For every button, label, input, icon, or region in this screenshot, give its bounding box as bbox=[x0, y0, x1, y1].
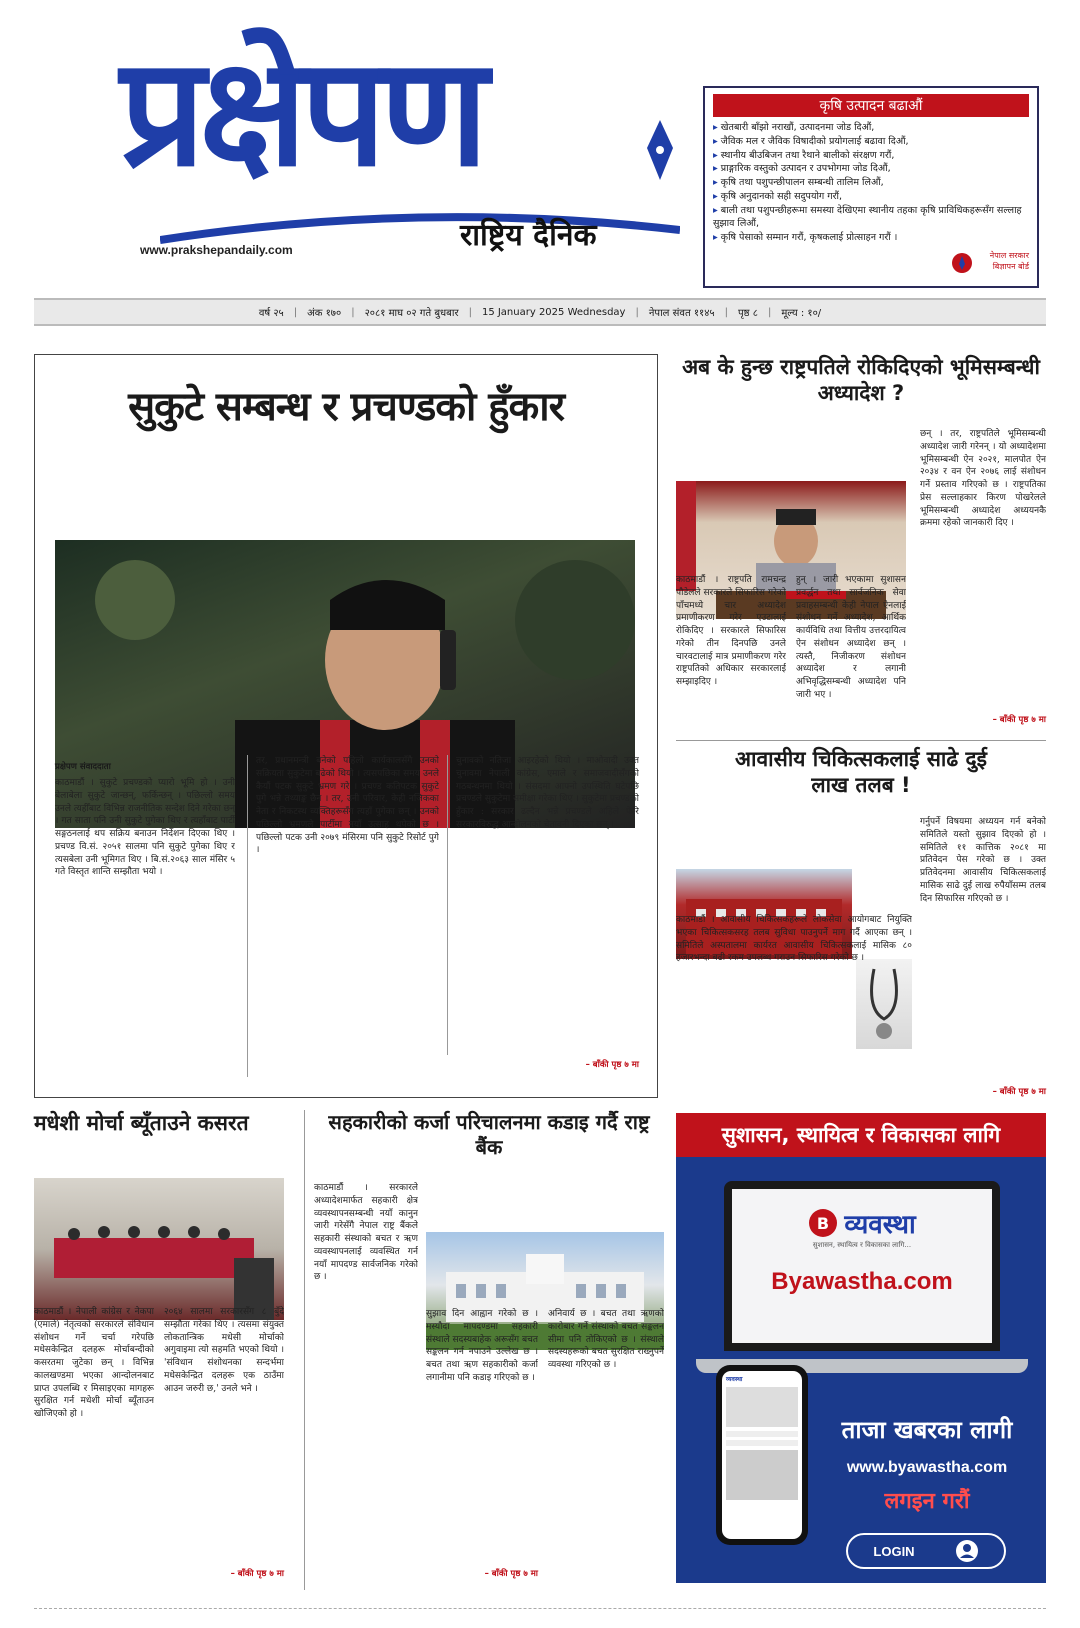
bank-column-2: सुझाव दिन आह्वान गरेको छ । मस्यौदा मापदण्डमा सहकारी संस्थाले सदस्यबाहेक अरूसँग बचत सङ्कलन गर्न नपाउने उल्लेख छ । बचत तथा ऋण सहकारीको कर्जा लगानीमा पनि कडाइ गरिएको छ । bbox=[426, 1309, 538, 1383]
newspaper-subtitle: राष्ट्रिय दैनिक bbox=[460, 218, 597, 253]
pen-nib-icon bbox=[645, 120, 675, 180]
phone-article-image bbox=[726, 1387, 798, 1427]
lead-continued[interactable]: – बाँकी पृष्ठ ७ मा bbox=[585, 1060, 639, 1070]
nepal-samvat: नेपाल संवत ११४५ bbox=[648, 308, 715, 319]
phone-screen bbox=[722, 1371, 802, 1539]
phone-article-photo bbox=[726, 1450, 798, 1500]
doctor-story bbox=[676, 746, 1046, 1102]
ad-item: ▸ बाली तथा पशुपन्छीहरूमा समस्या देखिएमा स्थानीय तहका कृषि प्राविधिकहरूसँग सल्लाह सुझाव लिऔं, bbox=[713, 204, 1029, 232]
byawastha-ad[interactable] bbox=[676, 1113, 1046, 1583]
divider bbox=[304, 1110, 305, 1590]
madhesh-column-1: काठमाडौं । नेपाली कांग्रेस र नेकपा (एमाले) नेतृत्वको सरकारले संविधान संशोधन गर्ने चर्चा गरेपछि मधेसकेन्द्रित दलहरू मोर्चाबन्दीको कसरतमा जुटेका छन् । विभिन्न कालखण्डमा भएका आन्दोलनबाट प्राप्त उपलब्धि र मिसाइएका मागहरू सुरक्षित गर्न मधेशी मोर्चा ब्यूँताउन खोजिएको हो । bbox=[34, 1307, 154, 1420]
page-number: पृष्ठ ८ bbox=[738, 308, 758, 319]
agriculture-ad bbox=[703, 86, 1039, 288]
ad-item: ▸ प्राङ्गारिक वस्तुको उत्पादन र उपभोगमा जोड दिऔं, bbox=[713, 162, 1029, 176]
login-button-label: LOGIN bbox=[873, 1543, 915, 1559]
ad-item: ▸ जैविक मल र जैविक विषादीको प्रयोगलाई बढावा दिऔं, bbox=[713, 135, 1029, 149]
president-story bbox=[676, 354, 1046, 734]
bank-continued[interactable]: – बाँकी पृष्ठ ७ मा bbox=[484, 1569, 538, 1579]
price: मूल्य : १०/ bbox=[781, 308, 822, 319]
brand-name: व्यवस्था bbox=[844, 1210, 916, 1240]
president-column-2: हुन् । जारी भएकामा सुशासन प्रवर्द्धन तथा सार्वजनिक सेवा प्रवाहसम्बन्धी केही नेपाल ऐनलाई संशोधन गर्ने अध्यादेश, आर्थिक कार्यविधि तथा वित्तीय उत्तरदायित्व ऐन संशोधन अध्यादेश छन् । त्यस्तै, निजीकरण संशोधन अध्यादेश र लगानी अभिवृद्धिसम्बन्धी अध्यादेश पनि जारी भए । bbox=[796, 575, 906, 700]
news-headline: ताजा खबरका लागी bbox=[841, 1416, 1013, 1444]
brand-logo-icon bbox=[808, 1208, 838, 1238]
ad-item: ▸ कृषि पेसाको सम्मान गरौं, कृषकलाई प्रोत्साहन गरौं । bbox=[713, 231, 1029, 245]
ad-item: ▸ स्थानीय बीउबिजन तथा रैथाने बालीको संरक्षण गरौं, bbox=[713, 149, 1029, 163]
government-emblem-icon bbox=[951, 252, 973, 274]
doctor-column-2: गर्नुपर्ने विषयमा अध्ययन गर्न बनेको समितिले यस्तो सुझाव दिएको हो । समितिले ११ कात्तिक २०८१ मा प्रतिवेदन पेस गरेको छ । उक्त प्रतिवेदनमा आवासीय चिकित्सकलाई मासिक साढे दुई लाख रुपैयाँसम्म तलब दिन सिफारिस गरिएको छ । bbox=[920, 817, 1046, 904]
ad-title: कृषि उत्पादन बढाऔं bbox=[713, 94, 1029, 117]
brand-row bbox=[732, 1205, 992, 1241]
login-button[interactable] bbox=[846, 1533, 1006, 1569]
lead-story bbox=[34, 354, 658, 1098]
bank-headline[interactable]: सहकारीको कर्जा परिचालनमा कडाइ गर्दै राष्ट्र बैंक bbox=[328, 1110, 650, 1159]
news-url[interactable]: www.byawastha.com bbox=[846, 1459, 1008, 1476]
phone-mockup bbox=[716, 1365, 808, 1545]
meeting-photo bbox=[34, 1178, 284, 1320]
newspaper-logo: प्रक्षेपण bbox=[120, 26, 483, 200]
website-url[interactable]: www.prakshepandaily.com bbox=[140, 243, 293, 257]
president-continued[interactable]: – बाँकी पृष्ठ ७ मा bbox=[992, 715, 1046, 725]
lead-column-3: चुनावको नतिजा आइरहेको थियो । माओवादी उक्त चुनावमा नेपाली कांग्रेस, एमाले र समाजवादीसँगको गठबन्धनमा थियो । संसदमा आफ्नो उपस्थिति घटेपछि प्रचण्डले सुकुटेमा समीक्षा गरेका थिए । सुकुटेमा प्रचण्डको हुँकार : सरकार ढल्दैन भन्ने प्रचण्डले अहिले फेरि सरकारविरुद्ध आन्दोलनको चेतावनी दिएका छन् । bbox=[447, 755, 639, 1055]
date-english: 15 January 2025 Wednesday bbox=[481, 306, 626, 318]
date-nepali: २०८१ माघ ०२ गते बुधबार bbox=[364, 308, 459, 319]
lead-column-2: तर, प्रधानमन्त्री बनेको पहिलो कार्यकालसँगै उनको सक्रियता सुकुटेमा बढेको थियो । त्यसपछिका समय उनले कैयौं पटक सुकुटे भ्रमण गरे । प्रचण्ड कतिपटक सुकुटे पुगे भन्ने तथ्याङ्क छैन । तर, उनी परिवार, केही नजिकका नेता र निकटस्थ व्यक्तिहरूसँग त्यहाँ पुगेका छन् । उनको पछिल्लो भ्रमणले पार्टीमा नयाँ उत्साह थपेको छ । पछिल्लो पटक उनी २०७९ मंसिरमा पनि सुकुटे रिसोर्ट पुगे । bbox=[247, 755, 439, 1077]
lead-column-1: काठमाडौं । सुकुटे प्रचण्डको प्यारो भूमि हो । उनी बेलाबेला सुकुटे जान्छन्, फर्किन्छन् । पछिल्लो समय उनले त्यहीँबाट विभिन्न राजनीतिक सन्देश दिने गरेका छन् । गत साता पनि उनी सुकुटे पुगेका थिए र त्यहाँबाट पार्टी सङ्गठनलाई थप सक्रिय बनाउन निर्देशन दिएका थिए । प्रचण्ड वि.सं. २०५१ सालमा पनि सुकुटे पुगेका थिए र त्यसबेला उनी भूमिगत थिए । बि.सं.२०६३ साल मंसिर ५ गते विस्तृत शान्ति सम्झौता भयो । bbox=[55, 778, 235, 878]
doctor-continued[interactable]: – बाँकी पृष्ठ ७ मा bbox=[992, 1087, 1046, 1097]
divider bbox=[676, 740, 1046, 741]
madhesh-continued[interactable]: – बाँकी पृष्ठ ७ मा bbox=[230, 1569, 284, 1579]
bank-column-1: काठमाडौं । सरकारले अध्यादेशमार्फत सहकारी क्षेत्र व्यवस्थापनसम्बन्धी नयाँ कानुन जारी गरेसँगै नेपाल राष्ट्र बैंकले सहकारी संस्थाको बचत र ऋण व्यवस्थापनलाई व्यवस्थित गर्न नयाँ मापदण्ड सार्वजनिक गरेको छ । bbox=[314, 1183, 418, 1283]
issue-number: अंक १७० bbox=[307, 308, 342, 319]
madhesh-column-2: २०६४ सालमा सरकारसँग ८ बुँदे सम्झौता गरेका थिए । त्यसमा संयुक्त लोकतान्त्रिक मधेसी मोर्चाको अगुवाइमा त्यो सहमति भएको थियो । 'संविधान संशोधनका सन्दर्भमा मधेसकेन्द्रित दलहरू एक ठाउँमा आउन जरुरी छ,' उनले भने । bbox=[164, 1307, 284, 1394]
svg-text:B: B bbox=[817, 1214, 830, 1233]
brand-tagline: सुशासन, स्थायित्व र विकासका लागि... bbox=[812, 1241, 912, 1249]
president-headline[interactable]: अब के हुन्छ राष्ट्रपतिले रोकिदिएको भूमिसम्बन्धी अध्यादेश ? bbox=[682, 355, 1040, 406]
bank-story bbox=[314, 1110, 664, 1590]
volume: वर्ष २५ bbox=[258, 308, 284, 319]
lead-headline[interactable]: सुकुटे सम्बन्ध र प्रचण्डको हुँकार bbox=[128, 384, 564, 430]
madhesh-story bbox=[34, 1110, 296, 1590]
bank-column-3: अनिवार्य छ । बचत तथा ऋणको कारोबार गर्ने संस्थाको बचत सङ्कलन सीमा पनि तोकिएको छ । संस्थाले सदस्यहरूको बचत सुरक्षित राख्नुपर्ने व्यवस्था गरिएको छ । bbox=[548, 1309, 664, 1371]
phone-brand: व्यवस्था bbox=[726, 1376, 743, 1383]
president-column-1: काठमाडौं । राष्ट्रपति रामचन्द्र पौडेलले सरकारले सिफारिस गरेको पाँचमध्ये चार अध्यादेश प्रमाणीकरण गरेर एउटालाई रोकिदिए । सरकारले सिफारिस गरेको तीन दिनपछि उनले चारवटालाई मात्र प्रमाणीकरण गरेर राष्ट्रपतिको अधिकार सरकारलाई सम्झाइदिए । bbox=[676, 575, 786, 688]
user-icon bbox=[955, 1539, 979, 1563]
doctor-column-1: काठमाडौं । आवासीय चिकित्सकहरूले लोकसेवा आयोगबाट नियुक्ति भएका चिकित्सकसरह तलब सुविधा पाउनुपर्ने माग गर्दै आएका छन् । समितिले अस्पतालमा कार्यरत आवासीय चिकित्सकलाई मासिक ८० हजारभन्दा बढी रकम उपलब्ध गराउन सिफारिस गरेको छ । bbox=[676, 915, 912, 964]
brand-url[interactable]: Byawastha.com bbox=[771, 1268, 953, 1295]
ad-item: ▸ कृषि अनुदानको सही सदुपयोग गरौं, bbox=[713, 190, 1029, 204]
promo-headline: सुशासन, स्थायित्व र विकासका लागि bbox=[676, 1113, 1046, 1157]
login-cta: लगइन गरौं bbox=[884, 1489, 970, 1514]
ad-sponsor: नेपाल सरकार बिज्ञापन बोर्ड bbox=[989, 251, 1029, 271]
madhesh-headline[interactable]: मधेशी मोर्चा ब्यूँताउने कसरत bbox=[34, 1111, 249, 1135]
issue-info-bar: वर्ष २५ | अंक १७० | २०८१ माघ ०२ गते बुधबार | 15 January 2025 Wednesday | नेपाल संवत ११४५ | पृष्ठ ८ | मूल्य : १०/ bbox=[34, 298, 1046, 326]
laptop-screen bbox=[724, 1181, 1000, 1351]
meeting-room-image bbox=[34, 1178, 284, 1320]
ad-item: ▸ कृषि तथा पशुपन्छीपालन सम्बन्धी तालिम लिऔं, bbox=[713, 176, 1029, 190]
lead-byline: प्रक्षेपण संवाददाता bbox=[55, 762, 111, 772]
ad-item: ▸ खेतबारी बाँझो नराखौं, उत्पादनमा जोड दिऔं, bbox=[713, 121, 1029, 135]
ad-list bbox=[713, 121, 1029, 245]
doctor-headline[interactable]: आवासीय चिकित्सकलाई साढे दुई लाख तलब ! bbox=[735, 747, 987, 798]
president-column-3: छन् । तर, राष्ट्रपतिले भूमिसम्बन्धी अध्यादेश जारी गरेनन् । यो अध्यादेशमा भूमिसम्बन्धी ऐन २०२१, मालपोत ऐन २०३४ र वन ऐन २०७६ लाई संशोधन गर्ने प्रस्ताव गरिएको छ । राष्ट्रपतिका प्रेस सल्लाहकार किरण पोखरेलले भूमिसम्बन्धी अध्यादेश अध्ययनकै क्रममा रहेको जानकारी दिए । bbox=[920, 429, 1046, 529]
print-registration-strip bbox=[34, 1608, 1046, 1614]
